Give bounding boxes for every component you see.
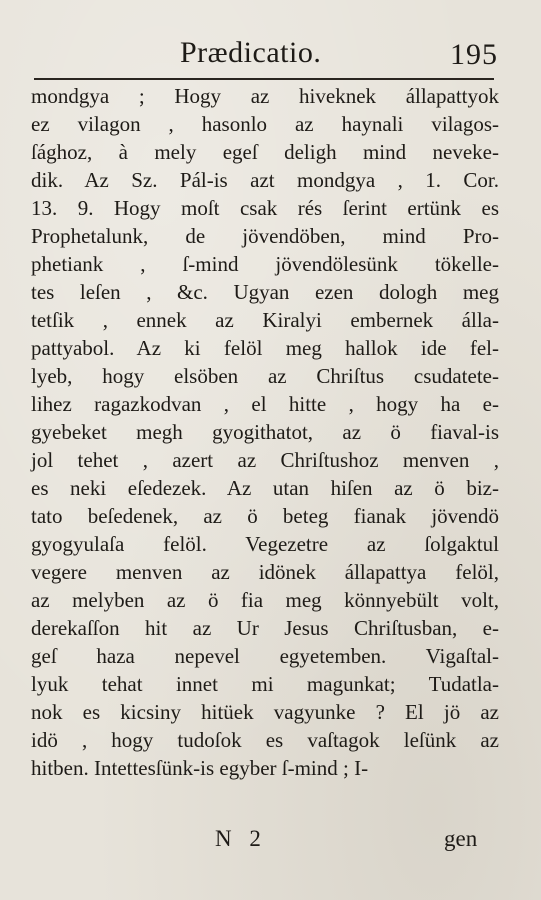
signature-mark: N 2: [215, 826, 267, 851]
text-line: hitben. Intettesſünk-is egyber ſ-mind ; I-: [31, 756, 369, 780]
text-line: Prophetalunk, de jövendöben, mind Pro-: [31, 224, 499, 248]
text-line: gyebeket megh gyogithatot, az ö fiaval-is: [31, 420, 499, 444]
text-line: lyuk tehat innet mi magunkat; Tudatla-: [31, 672, 499, 696]
text-line: es neki eſedezek. Az utan hiſen az ö biz-: [31, 476, 499, 500]
text-line: pattyabol. Az ki felöl meg hallok ide fel-: [31, 336, 499, 360]
text-line: az melyben az ö fia meg könnyebült volt,: [31, 588, 499, 612]
text-line: ez vilagon , hasonlo az haynali vilagos-: [31, 112, 499, 136]
text-line: vegere menven az idönek állapattya felöl,: [31, 560, 499, 584]
text-line: 13. 9. Hogy moſt csak rés ſerint ertünk es: [31, 196, 499, 220]
text-line: ſághoz, à mely egeſ deligh mind neveke-: [31, 140, 499, 164]
running-title: Prædicatio.: [180, 36, 322, 69]
text-line: dik. Az Sz. Pál-is azt mondgya , 1. Cor.: [31, 168, 499, 192]
text-line: derekaſſon hit az Ur Jesus Chriſtusban, e-: [31, 616, 499, 640]
text-line: phetiank , ſ-mind jövendölesünk tökelle-: [31, 252, 499, 276]
running-head: [0, 36, 541, 76]
body-text: [31, 82, 499, 782]
text-line: jol tehet , azert az Chriſtushoz menven ,: [31, 448, 499, 472]
text-line: lyeb, hogy elsöben az Chriſtus csudatete-: [31, 364, 499, 388]
text-line: lihez ragazkodvan , el hitte , hogy ha e-: [31, 392, 499, 416]
text-line: nok es kicsiny hitüek vagyunke ? El jö az: [31, 700, 499, 724]
page-footer: [0, 826, 541, 866]
text-line: geſ haza nepevel egyetemben. Vigaſtal-: [31, 644, 499, 668]
text-line: tetſik , ennek az Kiralyi embernek álla-: [31, 308, 499, 332]
text-line: tato beſedenek, az ö beteg fianak jövendö: [31, 504, 499, 528]
header-rule: [34, 78, 494, 80]
text-line: mondgya ; Hogy az hiveknek állapattyok: [31, 84, 499, 108]
catchword: gen: [444, 826, 478, 851]
text-line: gyogyulaſa felöl. Vegezetre az ſolgaktul: [31, 532, 499, 556]
page-number: 195: [450, 38, 498, 71]
text-line: tes leſen , &c. Ugyan ezen dologh meg: [31, 280, 499, 304]
text-line: idö , hogy tudoſok es vaſtagok leſünk az: [31, 728, 499, 752]
